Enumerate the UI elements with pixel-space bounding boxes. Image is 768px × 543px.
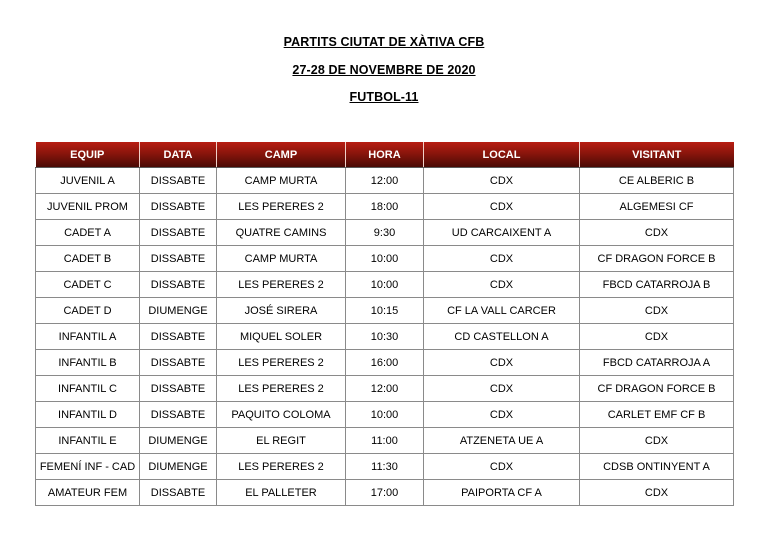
local-cell: CDX [424, 376, 580, 402]
page-category: FUTBOL-11 [349, 90, 419, 104]
local-cell: UD CARCAIXENT A [424, 220, 580, 246]
hora-cell: 11:00 [346, 428, 424, 454]
table-row [36, 272, 734, 298]
camp-cell: CAMP MURTA [217, 246, 346, 272]
column-header-camp: CAMP [217, 142, 346, 168]
equip-cell: FEMENÍ INF - CAD [36, 454, 140, 480]
table-row [36, 194, 734, 220]
hora-cell: 11:30 [346, 454, 424, 480]
camp-cell: MIQUEL SOLER [217, 324, 346, 350]
data-cell: DIUMENGE [140, 298, 217, 324]
table-body [36, 168, 734, 506]
visitant-cell: CE ALBERIC B [580, 168, 734, 194]
local-cell: PAIPORTA CF A [424, 480, 580, 506]
visitant-cell: CDX [580, 324, 734, 350]
equip-cell: INFANTIL B [36, 350, 140, 376]
visitant-cell: FBCD CATARROJA B [580, 272, 734, 298]
column-header-data: DATA [140, 142, 217, 168]
hora-cell: 17:00 [346, 480, 424, 506]
table-row [36, 246, 734, 272]
camp-cell: LES PERERES 2 [217, 272, 346, 298]
data-cell: DISSABTE [140, 168, 217, 194]
column-header-equip: EQUIP [36, 142, 140, 168]
visitant-cell: CARLET EMF CF B [580, 402, 734, 428]
data-cell: DISSABTE [140, 480, 217, 506]
table-row [36, 454, 734, 480]
equip-cell: JUVENIL A [36, 168, 140, 194]
visitant-cell: CDSB ONTINYENT A [580, 454, 734, 480]
table-row [36, 220, 734, 246]
visitant-cell: FBCD CATARROJA A [580, 350, 734, 376]
camp-cell: CAMP MURTA [217, 168, 346, 194]
table-row [36, 324, 734, 350]
hora-cell: 18:00 [346, 194, 424, 220]
column-header-local: LOCAL [424, 142, 580, 168]
local-cell: CDX [424, 272, 580, 298]
table-row [36, 480, 734, 506]
camp-cell: QUATRE CAMINS [217, 220, 346, 246]
page-dates: 27-28 DE NOVEMBRE DE 2020 [292, 63, 476, 77]
hora-cell: 12:00 [346, 168, 424, 194]
column-header-hora: HORA [346, 142, 424, 168]
equip-cell: INFANTIL C [36, 376, 140, 402]
visitant-cell: CDX [580, 428, 734, 454]
table-row [36, 168, 734, 194]
local-cell: CDX [424, 168, 580, 194]
visitant-cell: CDX [580, 298, 734, 324]
camp-cell: JOSÉ SIRERA [217, 298, 346, 324]
equip-cell: CADET C [36, 272, 140, 298]
hora-cell: 10:00 [346, 272, 424, 298]
local-cell: CF LA VALL CARCER [424, 298, 580, 324]
table-row [36, 428, 734, 454]
data-cell: DISSABTE [140, 324, 217, 350]
equip-cell: CADET D [36, 298, 140, 324]
table-row [36, 376, 734, 402]
local-cell: CDX [424, 402, 580, 428]
data-cell: DISSABTE [140, 194, 217, 220]
data-cell: DIUMENGE [140, 428, 217, 454]
visitant-cell: CF DRAGON FORCE B [580, 246, 734, 272]
data-cell: DISSABTE [140, 220, 217, 246]
visitant-cell: CF DRAGON FORCE B [580, 376, 734, 402]
data-cell: DISSABTE [140, 402, 217, 428]
table-row [36, 298, 734, 324]
table-row [36, 350, 734, 376]
visitant-cell: CDX [580, 220, 734, 246]
local-cell: ATZENETA UE A [424, 428, 580, 454]
data-cell: DISSABTE [140, 350, 217, 376]
hora-cell: 10:00 [346, 402, 424, 428]
table-row [36, 402, 734, 428]
local-cell: CDX [424, 454, 580, 480]
hora-cell: 9:30 [346, 220, 424, 246]
hora-cell: 10:15 [346, 298, 424, 324]
local-cell: CD CASTELLON A [424, 324, 580, 350]
table-header-row [36, 142, 734, 168]
matches-table [35, 142, 734, 506]
page-title: PARTITS CIUTAT DE XÀTIVA CFB [283, 35, 485, 49]
visitant-cell: ALGEMESI CF [580, 194, 734, 220]
camp-cell: LES PERERES 2 [217, 376, 346, 402]
data-cell: DISSABTE [140, 246, 217, 272]
camp-cell: LES PERERES 2 [217, 454, 346, 480]
local-cell: CDX [424, 194, 580, 220]
equip-cell: AMATEUR FEM [36, 480, 140, 506]
data-cell: DISSABTE [140, 272, 217, 298]
equip-cell: CADET A [36, 220, 140, 246]
hora-cell: 12:00 [346, 376, 424, 402]
hora-cell: 16:00 [346, 350, 424, 376]
local-cell: CDX [424, 246, 580, 272]
visitant-cell: CDX [580, 480, 734, 506]
equip-cell: INFANTIL E [36, 428, 140, 454]
camp-cell: EL REGIT [217, 428, 346, 454]
local-cell: CDX [424, 350, 580, 376]
equip-cell: INFANTIL A [36, 324, 140, 350]
camp-cell: EL PALLETER [217, 480, 346, 506]
equip-cell: JUVENIL PROM [36, 194, 140, 220]
column-header-visitant: VISITANT [580, 142, 734, 168]
equip-cell: INFANTIL D [36, 402, 140, 428]
equip-cell: CADET B [36, 246, 140, 272]
data-cell: DISSABTE [140, 376, 217, 402]
data-cell: DIUMENGE [140, 454, 217, 480]
camp-cell: PAQUITO COLOMA [217, 402, 346, 428]
hora-cell: 10:30 [346, 324, 424, 350]
camp-cell: LES PERERES 2 [217, 350, 346, 376]
camp-cell: LES PERERES 2 [217, 194, 346, 220]
hora-cell: 10:00 [346, 246, 424, 272]
